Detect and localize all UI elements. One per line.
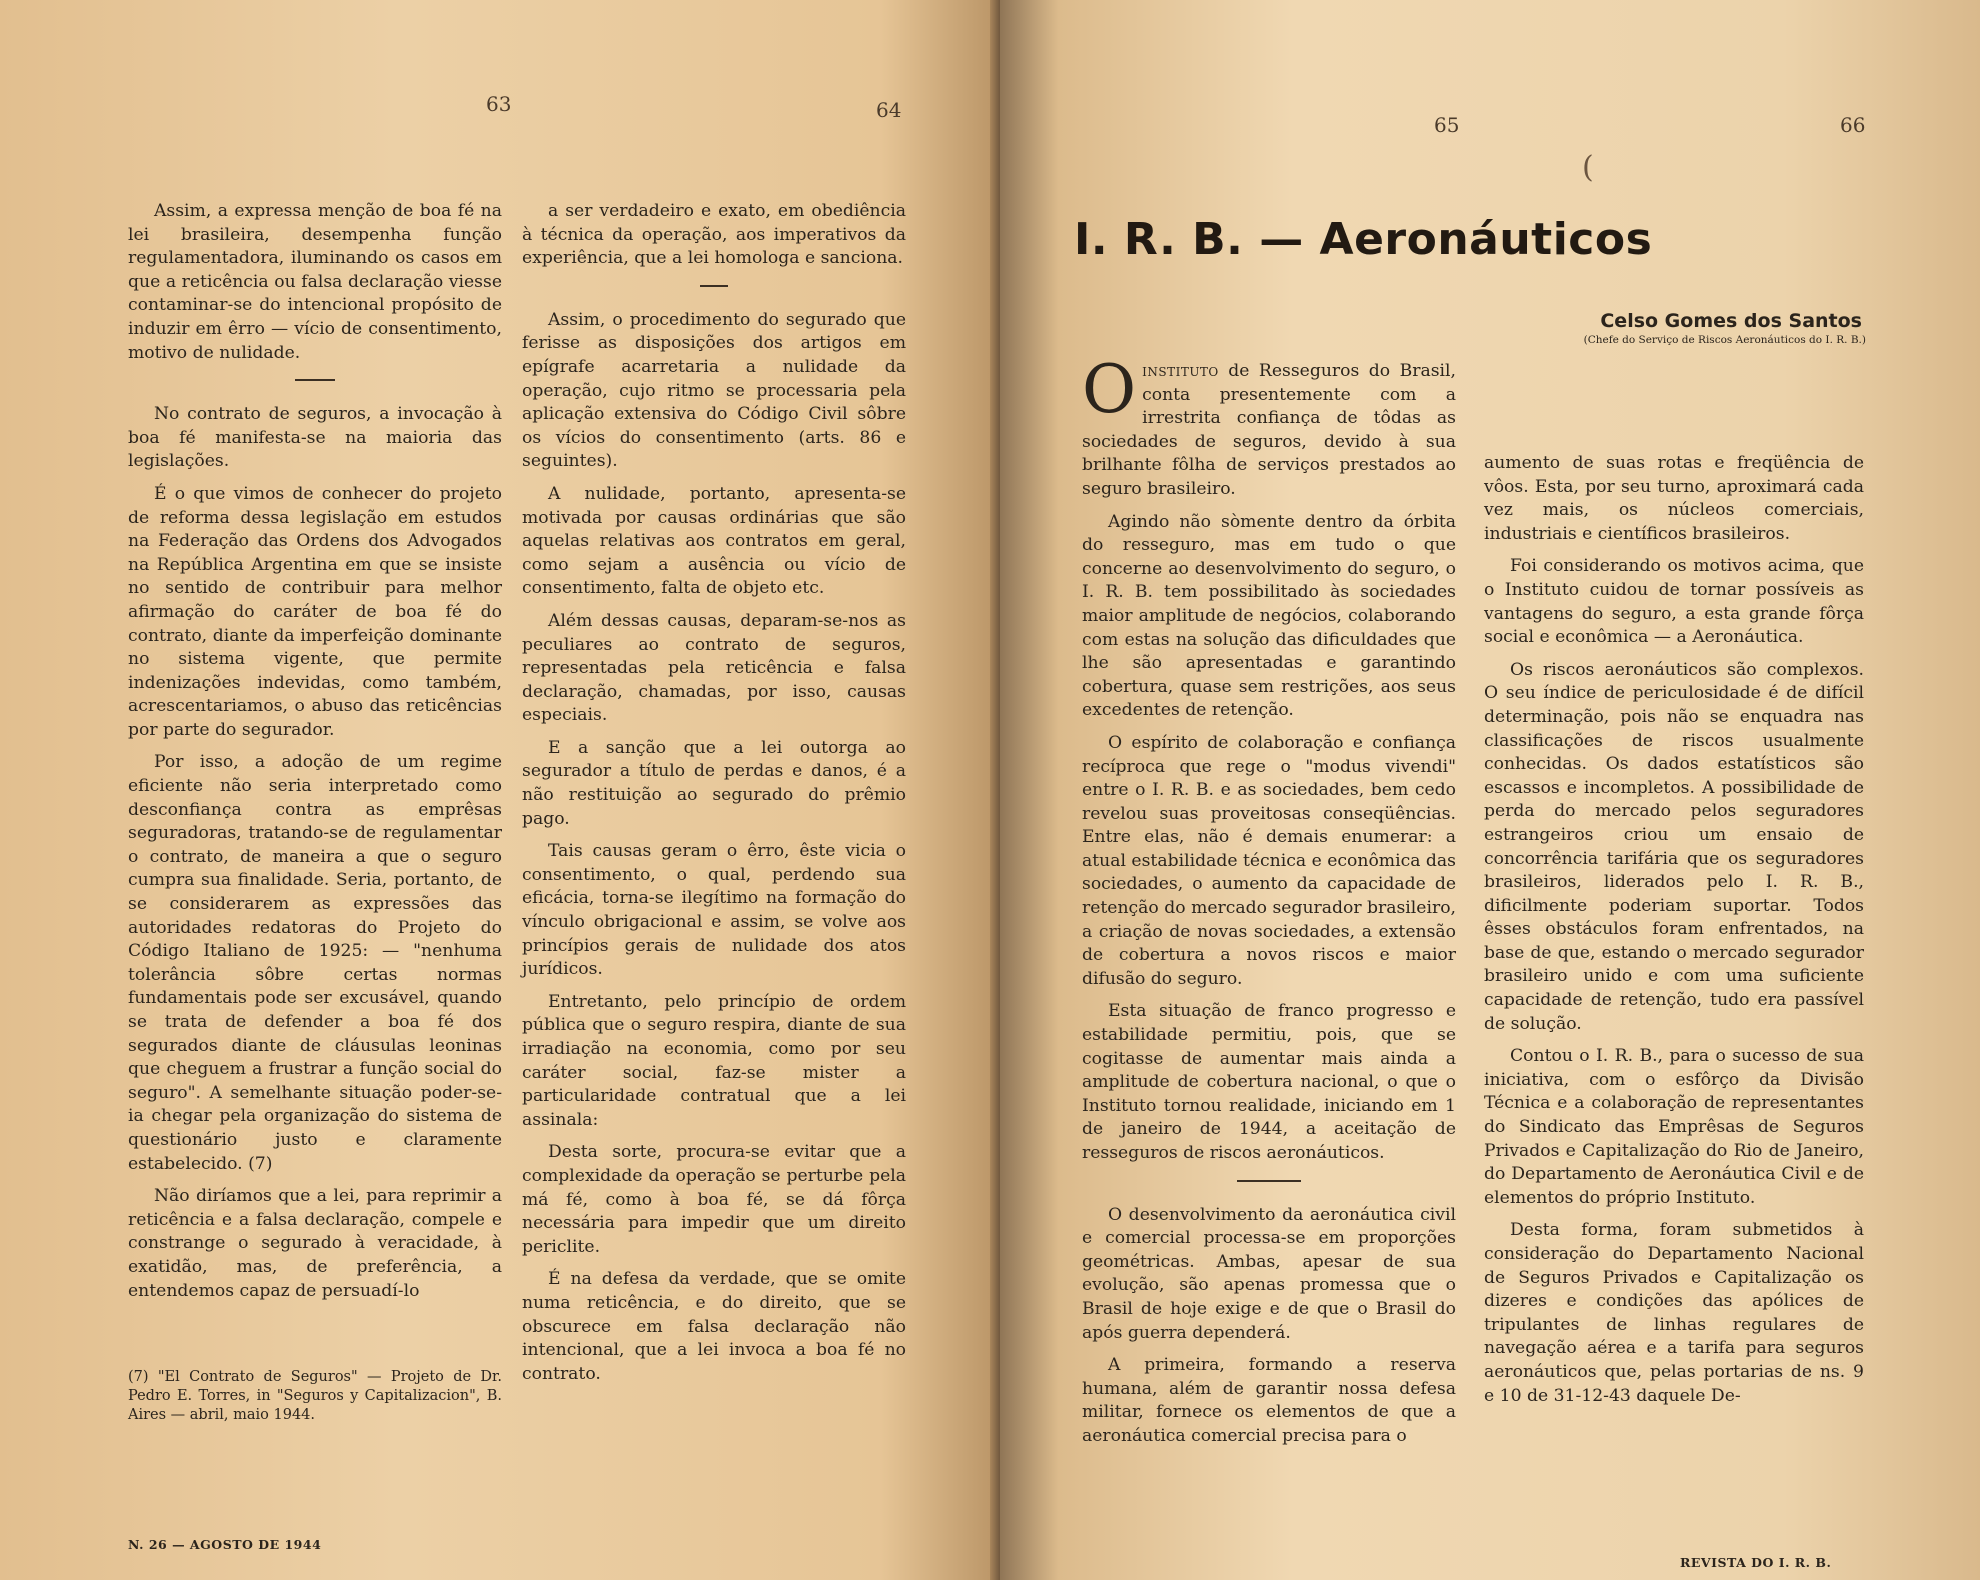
column-page-64 bbox=[522, 200, 906, 1395]
paper-mark: ( bbox=[1582, 150, 1594, 185]
lead-word: instituto bbox=[1142, 361, 1219, 381]
article-title: I. R. B. — Aeronáuticos bbox=[1074, 214, 1653, 265]
footer-issue-date: N. 26 — AGOSTO DE 1944 bbox=[128, 1537, 322, 1552]
page-number-65: 65 bbox=[1434, 113, 1460, 137]
column-page-63 bbox=[128, 200, 502, 1312]
page-number-63: 63 bbox=[486, 92, 512, 116]
paragraph: Contou o I. R. B., para o sucesso de sua iniciativa, com o esfôrço da Divisão Técnica e a colaboração de representantes do Sindicato das Emprêsas de Seguros Privados e Capitalização do Rio de Janeiro, do Departamento de Aeronáutica Civil e de elementos do próprio Instituto. bbox=[1484, 1046, 1864, 1208]
page-number-66: 66 bbox=[1840, 113, 1866, 137]
paragraph: Desta sorte, procura-se evitar que a complexidade da operação se perturbe pela má fé, como à boa fé, se dá fôrça necessária para impedir que um direito periclite. bbox=[522, 1142, 906, 1257]
section-divider bbox=[295, 379, 335, 381]
paragraph: aumento de suas rotas e freqüência de vôos. Esta, por seu turno, aproximará cada vez mais, os núcleos comerciais, industriais e científicos brasileiros. bbox=[1484, 453, 1864, 544]
paragraph: Foi considerando os motivos acima, que o Instituto cuidou de tornar possíveis as vantagens do seguro, a esta grande fôrça social e econômica — a Aeronáutica. bbox=[1484, 556, 1864, 648]
paragraph: Desta forma, foram submetidos à consideração do Departamento Nacional de Seguros Privados e Capitalização os dizeres e condições das apólices de tripulantes de linhas regulares de navegação aérea e a tarifa para seguros aeronáuticos que, pelas portarias de ns. 9 e 10 de 31-12-43 daquele De- bbox=[1484, 1220, 1864, 1406]
author-role: (Chefe do Serviço de Riscos Aeronáuticos do I. R. B.) bbox=[1583, 334, 1866, 346]
paragraph: Agindo não sòmente dentro da órbita do resseguro, mas em tudo o que concerne ao desenvolvimento do seguro, o I. R. B. tem possibilitado às sociedades maior amplitude de negócios, colaborando com estas na solução das dificuldades que lhe são apresentadas e garantindo cobertura, quase sem restrições, aos seus excedentes de retenção. bbox=[1082, 511, 1456, 721]
paragraph: Por isso, a adoção de um regime eficiente não seria interpretado como desconfiança contra as emprêsas seguradoras, tratando-se de regulamentar o contrato, de maneira a que o seguro cumpra sua finalidade. Seria, portanto, de se considerarem as expressões das autoridades redatoras do Projeto do Código Italiano de 1925: — "nenhuma tolerância sôbre certas normas fundamentais pode ser excusável, quando se trata de defender a boa fé dos segurados diante de cláusulas leoninas que cheguem a frustrar a função social do seguro". A semelhante situação poder-se-ia chegar pela organização do sistema de questionário justo e claramente estabelecido. (7) bbox=[128, 752, 502, 1174]
author-name: Celso Gomes dos Santos bbox=[1600, 310, 1862, 332]
footer-journal-name: REVISTA DO I. R. B. bbox=[1680, 1555, 1832, 1570]
paragraph: O espírito de colaboração e confiança recíproca que rege o "modus vivendi" entre o I. R. B. e as sociedades, bem cedo revelou suas proveitosas conseqüências. Entre elas, não é demais enumerar: a atual estabilidade técnica e econômica das sociedades, o aumento da capacidade de retenção do mercado segurador brasileiro, a criação de novas sociedades, a extensão de cobertura a novos riscos e maior difusão do seguro. bbox=[1082, 732, 1456, 989]
paragraph: A primeira, formando a reserva humana, além de garantir nossa defesa militar, fornece os elementos de que a aeronáutica comercial precisa para o bbox=[1082, 1355, 1456, 1446]
column-page-65 bbox=[1082, 351, 1456, 1458]
column-page-66 bbox=[1484, 452, 1864, 1417]
opening-paragraph bbox=[1082, 351, 1456, 502]
paragraph: E a sanção que a lei outorga ao segurador a título de perdas e danos, é a não restituição ao segurado do prêmio pago. bbox=[522, 737, 906, 829]
drop-cap: O bbox=[1082, 351, 1137, 428]
paragraph: Não diríamos que a lei, para reprimir a reticência e a falsa declaração, compele e constrange o segurado à veracidade, à exatidão, mas, de preferência, a entendemos capaz de persuadí-lo bbox=[128, 1186, 502, 1301]
paragraph-text: de Resseguros do Brasil, conta presentemente com a irrestrita confiança de tôdas as sociedades de seguros, devido à sua brilhante fôlha de serviços prestados ao seguro brasileiro. bbox=[1082, 361, 1456, 499]
paragraph: a ser verdadeiro e exato, em obediência à técnica da operação, aos imperativos da experiência, que a lei homologa e sanciona. bbox=[522, 201, 906, 269]
paragraph: Entretanto, pelo princípio de ordem pública que o seguro respira, diante de sua irradiação na economia, como por seu caráter social, faz-se mister a particularidade contratual que a lei assinala: bbox=[522, 991, 906, 1130]
right-page bbox=[1000, 0, 1980, 1580]
paragraph: No contrato de seguros, a invocação à boa fé manifesta-se na maioria das legislações. bbox=[128, 404, 502, 472]
paragraph: A nulidade, portanto, apresenta-se motivada por causas ordinárias que são aquelas relativas aos contratos em geral, como sejam a ausência ou vício de consentimento, falta de objeto etc. bbox=[522, 483, 906, 599]
section-divider bbox=[1237, 1180, 1301, 1182]
section-divider bbox=[700, 285, 728, 287]
paragraph: É o que vimos de conhecer do projeto de reforma dessa legislação em estudos na Federação das Ordens dos Advogados na República Argentina em que se insiste no sentido de contribuir para melhor afirmação do caráter de boa fé do contrato, diante da imperfeição dominante no sistema vigente, que permite indenizações indevidas, como também, acrescentariamos, o abuso das reticências por parte do segurador. bbox=[128, 483, 502, 740]
paragraph: Além dessas causas, deparam-se-nos as peculiares ao contrato de seguros, representadas pela reticência e falsa declaração, chamadas, por isso, causas especiais. bbox=[522, 610, 906, 726]
footnote-7: (7) "El Contrato de Seguros" — Projeto de Dr. Pedro E. Torres, in "Seguros y Capitalizacion", B. Aires — abril, maio 1944. bbox=[128, 1369, 502, 1423]
paragraph: Assim, o procedimento do segurado que ferisse as disposições dos artigos em epígrafe acarretaria a nulidade da operação, cujo ritmo se processaria pela aplicação extensiva do Código Civil sôbre os vícios do consentimento (arts. 86 e seguintes). bbox=[522, 309, 906, 472]
paragraph: Tais causas geram o êrro, êste vicia o consentimento, o qual, perdendo sua eficácia, torna-se ilegítimo na formação do vínculo obrigacional e assim, se volve aos princípios gerais de nulidade dos atos jurídicos. bbox=[522, 841, 906, 980]
paragraph: O desenvolvimento da aeronáutica civil e comercial processa-se em proporções geométricas. Ambas, apesar de sua evolução, são apenas promessa que o Brasil de hoje exige e de que o Brasil do após guerra dependerá. bbox=[1082, 1204, 1456, 1343]
paragraph: Assim, a expressa menção de boa fé na lei brasileira, desempenha função regulamentadora, iluminando os casos em que a reticência ou falsa declaração viesse contaminar-se do intencional propósito de induzir em êrro — vício de consentimento, motivo de nulidade. bbox=[128, 201, 502, 363]
paragraph: É na defesa da verdade, que se omite numa reticência, e do direito, que se obscurece em falsa declaração não intencional, que a lei invoca a boa fé no contrato. bbox=[522, 1269, 906, 1384]
paragraph: Os riscos aeronáuticos são complexos. O seu índice de periculosidade é de difícil determinação, pois não se enquadra nas classificações de riscos usualmente conhecidas. Os dados estatísticos são escassos e incompletos. A possibilidade de perda do mercado pelos seguradores estrangeiros criou um ensaio de concorrência tarifária que os seguradores brasileiros, liderados pelo I. R. B., dificilmente poderiam suportar. Todos êsses obstáculos foram enfrentados, na base de que, estando o mercado segurador brasileiro unido e com uma suficiente capacidade de retenção, tudo era passível de solução. bbox=[1484, 659, 1864, 1034]
paragraph: Esta situação de franco progresso e estabilidade permitiu, pois, que se cogitasse de aumentar mais ainda a amplitude de cobertura nacional, o que o Instituto tornou realidade, iniciando em 1 de janeiro de 1944, a aceitação de resseguros de riscos aeronáuticos. bbox=[1082, 1001, 1456, 1163]
page-number-64: 64 bbox=[876, 98, 902, 122]
